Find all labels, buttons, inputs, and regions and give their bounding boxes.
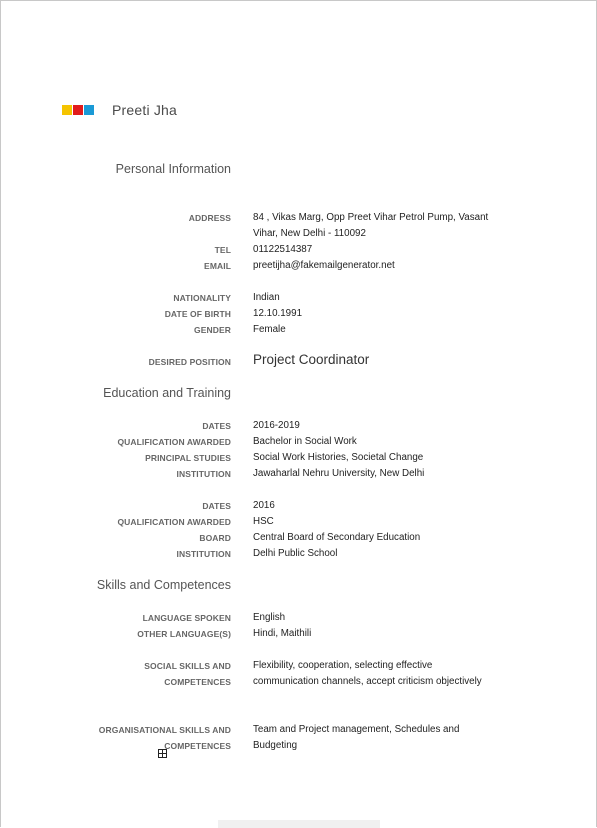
red-square	[73, 105, 83, 115]
edu2-board-label: BOARD	[199, 533, 231, 543]
nationality-label: NATIONALITY	[173, 293, 231, 303]
tel-value: 01122514387	[253, 244, 313, 255]
edu2-qual-value: HSC	[253, 516, 274, 527]
gender-label: GENDER	[194, 325, 231, 335]
desired-position-label: DESIRED POSITION	[148, 357, 231, 367]
org-skills-label-1: ORGANISATIONAL SKILLS AND	[98, 725, 231, 735]
bottom-scroll-bar[interactable]	[218, 820, 380, 828]
section-title-skills: Skills and Competences	[96, 578, 231, 592]
dob-label: DATE OF BIRTH	[164, 309, 231, 319]
blue-square	[84, 105, 94, 115]
section-title-personal: Personal Information	[115, 162, 231, 176]
other-language-value: Hindi, Maithili	[253, 628, 312, 639]
edu1-inst-label: INSTITUTION	[176, 469, 231, 479]
desired-position-value: Project Coordinator	[253, 352, 370, 367]
yellow-square	[62, 105, 72, 115]
edu1-qual-value: Bachelor in Social Work	[253, 436, 357, 447]
edu1-studies-value: Social Work Histories, Societal Change	[253, 452, 424, 463]
edu2-qual-label: QUALIFICATION AWARDED	[117, 517, 231, 527]
edu1-qual-label: QUALIFICATION AWARDED	[117, 437, 231, 447]
language-value: English	[253, 612, 286, 623]
table-move-handle-icon[interactable]	[158, 749, 167, 758]
gender-value: Female	[253, 324, 286, 335]
tel-label: TEL	[214, 245, 231, 255]
candidate-name: Preeti Jha	[112, 102, 178, 118]
edu1-dates-value: 2016-2019	[253, 420, 300, 431]
color-squares-logo	[62, 105, 94, 115]
social-skills-line-1: Flexibility, cooperation, selecting effective	[253, 660, 433, 671]
dob-value: 12.10.1991	[253, 308, 303, 319]
nationality-value: Indian	[253, 292, 280, 303]
social-skills-label-2: COMPETENCES	[164, 677, 231, 687]
edu2-dates-label: DATES	[202, 501, 231, 511]
org-skills-line-2: Budgeting	[253, 740, 298, 751]
language-label: LANGUAGE SPOKEN	[142, 613, 231, 623]
edu1-studies-label: PRINCIPAL STUDIES	[145, 453, 231, 463]
section-title-education: Education and Training	[103, 386, 231, 400]
org-skills-line-1: Team and Project management, Schedules and	[253, 724, 460, 735]
social-skills-label-1: SOCIAL SKILLS AND	[144, 661, 231, 671]
edu2-inst-label: INSTITUTION	[176, 549, 231, 559]
social-skills-line-2: communication channels, accept criticism objectively	[253, 676, 482, 687]
address-line-2: Vihar, New Delhi - 110092	[253, 228, 366, 239]
other-language-label: OTHER LANGUAGE(S)	[137, 629, 231, 639]
email-value: preetijha@fakemailgenerator.net	[253, 260, 395, 271]
edu2-inst-value: Delhi Public School	[253, 548, 338, 559]
org-skills-label-2: COMPETENCES	[164, 741, 231, 751]
edu1-dates-label: DATES	[202, 421, 231, 431]
email-label: EMAIL	[204, 261, 231, 271]
edu2-dates-value: 2016	[253, 500, 275, 511]
address-line-1: 84 , Vikas Marg, Opp Preet Vihar Petrol Pump, Vasant	[253, 212, 489, 223]
edu1-inst-value: Jawaharlal Nehru University, New Delhi	[253, 468, 425, 479]
address-label: ADDRESS	[188, 213, 231, 223]
edu2-board-value: Central Board of Secondary Education	[253, 532, 421, 543]
